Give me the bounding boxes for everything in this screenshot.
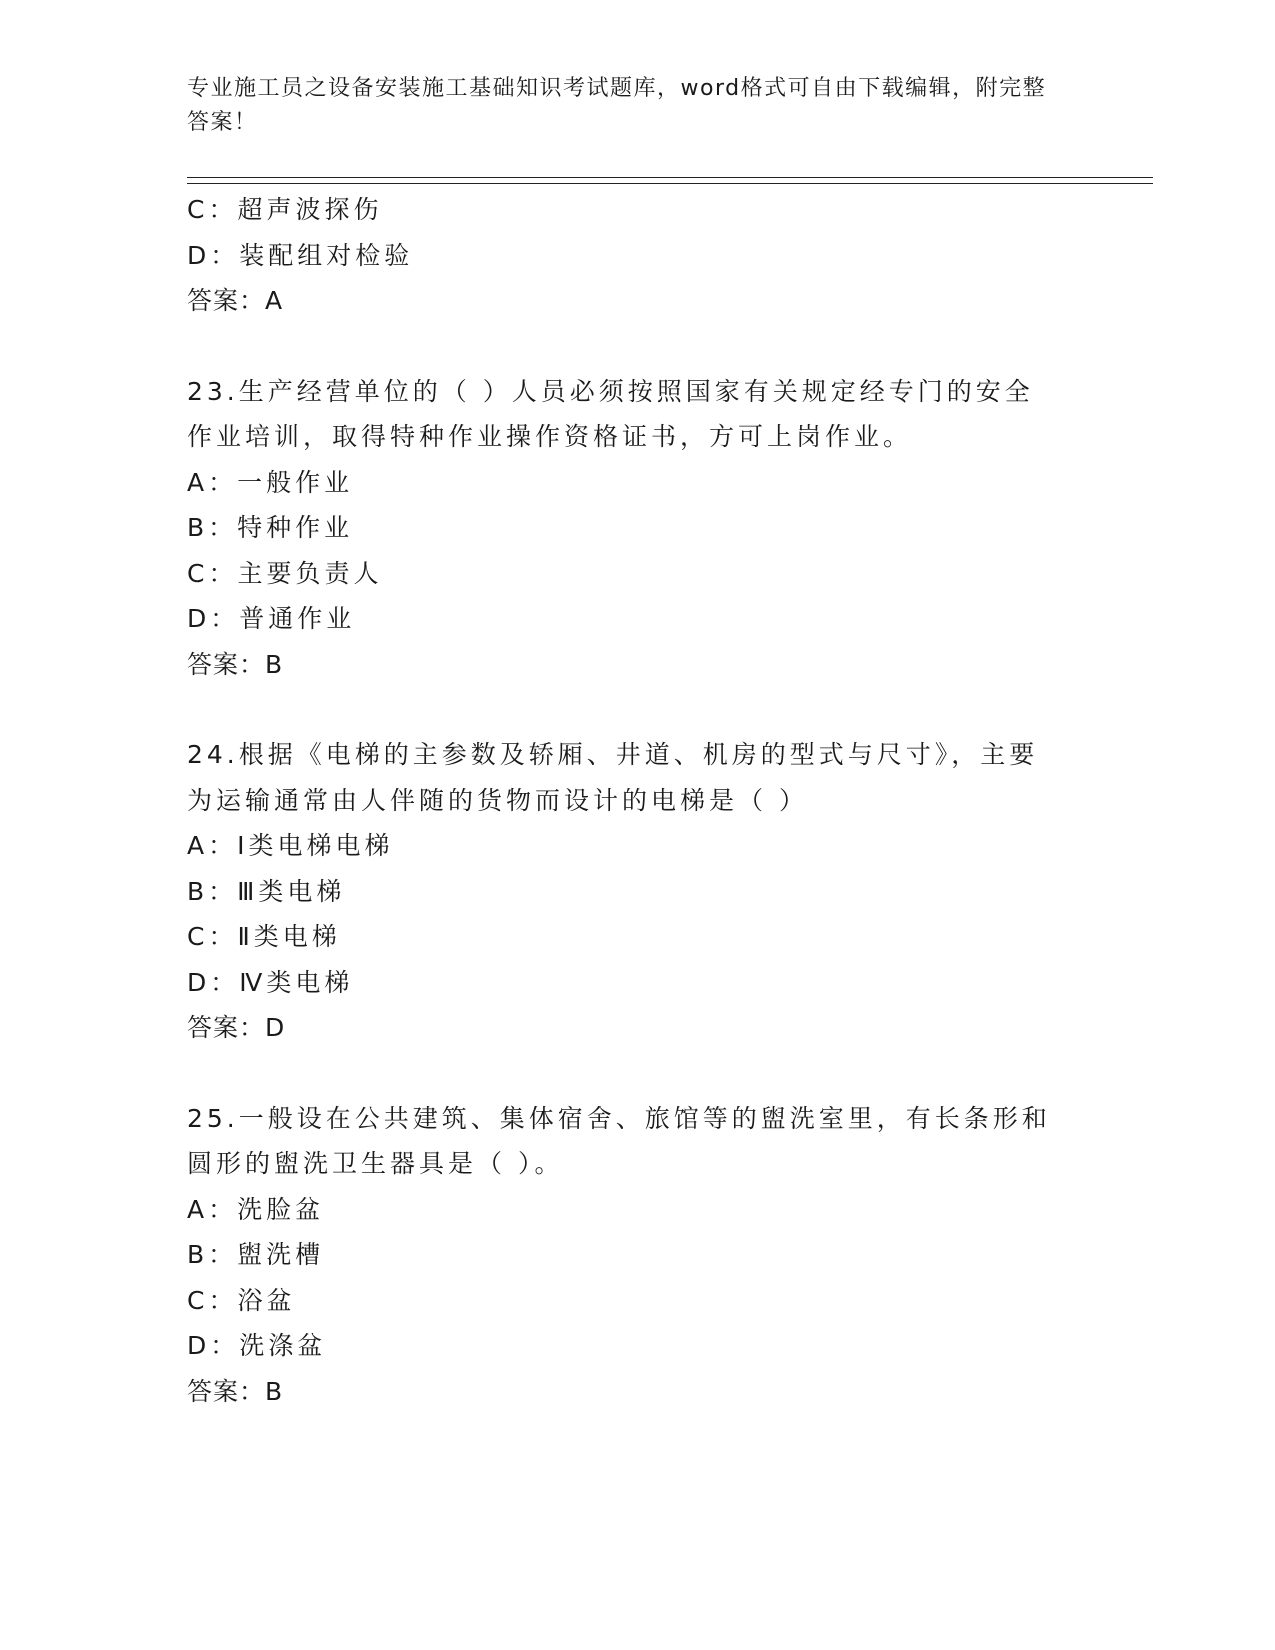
option-b: B：特种作业 — [187, 513, 354, 542]
option-d: D：Ⅳ类电梯 — [187, 967, 354, 997]
header-divider-bottom — [187, 183, 1153, 184]
option-c: C：超声波探伤 — [187, 195, 383, 224]
header-divider-top — [187, 177, 1153, 178]
answer-line: 答案：B — [187, 649, 284, 679]
question-22-continued — [187, 187, 1087, 324]
question-text: 25.一般设在公共建筑、集体宿舍、旅馆等的盥洗室里，有长条形和圆形的盥洗卫生器具是（ ）。 — [187, 1103, 1051, 1178]
answer-line: 答案：A — [187, 286, 284, 315]
answer-line: 答案：D — [187, 1013, 286, 1042]
option-c: C：浴盆 — [187, 1285, 296, 1315]
document-header: 专业施工员之设备安装施工基础知识考试题库，word格式可自由下载编辑，附完整答案！ — [187, 76, 1047, 135]
option-a: A：一般作业 — [187, 467, 354, 497]
question-24 — [187, 732, 1087, 1051]
question-text: 24.根据《电梯的主参数及轿厢、井道、机房的型式与尺寸》，主要为运输通常由人伴随的货物而设计的电梯是（ ） — [187, 740, 1039, 815]
option-d: D：装配组对检验 — [187, 240, 414, 270]
option-a: A：Ⅰ类电梯电梯 — [187, 831, 394, 860]
option-c: C：主要负责人 — [187, 558, 383, 588]
answer-line: 答案：B — [187, 1376, 284, 1406]
option-b: B：Ⅲ类电梯 — [187, 876, 346, 906]
option-b: B：盥洗槽 — [187, 1240, 325, 1269]
question-23 — [187, 369, 1087, 688]
question-list — [187, 187, 1087, 1414]
option-d: D：洗涤盆 — [187, 1331, 327, 1360]
option-c: C：Ⅱ类电梯 — [187, 922, 341, 951]
question-text: 23.生产经营单位的（ ）人员必须按照国家有关规定经专门的安全作业培训，取得特种作业操作资格证书，方可上岗作业。 — [187, 376, 1034, 451]
option-a: A：洗脸盆 — [187, 1194, 325, 1224]
option-d: D：普通作业 — [187, 604, 356, 633]
question-25 — [187, 1096, 1087, 1415]
